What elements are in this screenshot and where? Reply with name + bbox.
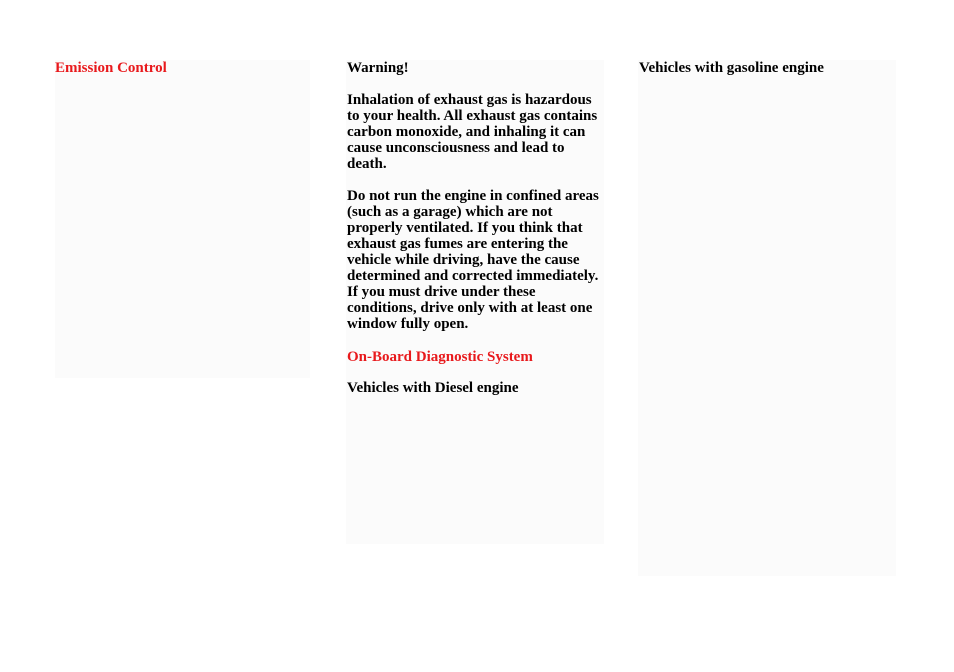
column-left <box>55 60 305 76</box>
column-middle <box>347 60 599 396</box>
column-right <box>639 60 891 76</box>
diesel-engine-heading: Vehicles with Diesel engine <box>347 380 519 396</box>
warning-title: Warning! <box>347 60 409 76</box>
left-panel-bg <box>55 60 310 378</box>
warning-paragraph-2: Do not run the engine in confined areas (such as a garage) which are not properly ventilated. If you think that exhaust gas fumes are entering the vehicle while driving, have the cause determined and corrected immediately. If you must drive under these conditions, drive only with at least one window fully open. <box>347 188 599 332</box>
gasoline-engine-heading: Vehicles with gasoline engine <box>639 60 824 76</box>
section-heading-obd: On-Board Diagnostic System <box>347 349 533 365</box>
right-panel-bg <box>638 60 896 576</box>
section-heading-emission-control: Emission Control <box>55 60 167 76</box>
warning-paragraph-1: Inhalation of exhaust gas is hazardous to your health. All exhaust gas contains carbon monoxide, and inhaling it can cause unconsciousness and lead to death. <box>347 92 598 172</box>
